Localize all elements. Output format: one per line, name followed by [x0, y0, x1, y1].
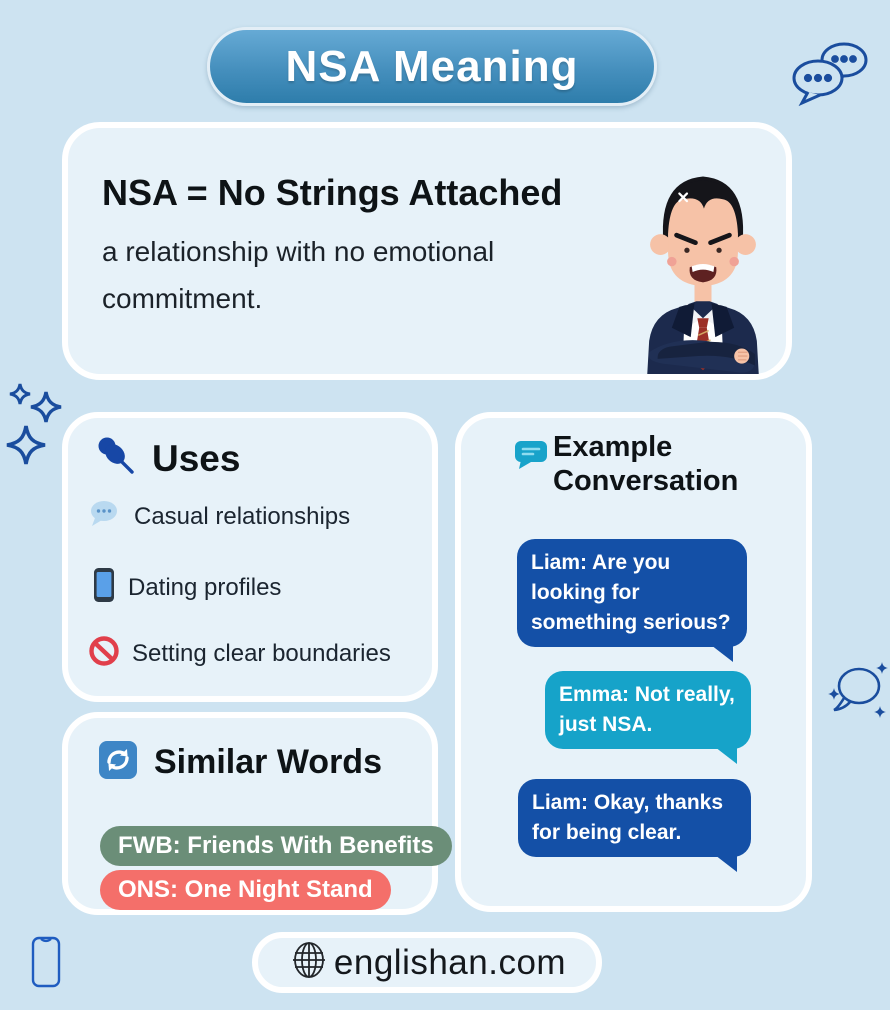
footer-site-pill[interactable]	[252, 932, 602, 993]
pushpin-icon	[94, 434, 138, 483]
uses-card	[62, 412, 438, 702]
use-item-label: Setting clear boundaries	[132, 639, 391, 667]
chat-doodle-icon	[786, 36, 872, 115]
message-bubble-emma: Emma: Not really, just NSA.	[545, 671, 751, 749]
list-item	[88, 635, 391, 672]
similar-words-card	[62, 712, 438, 915]
message-bubble-liam-1: Liam: Are you looking for something serious?	[517, 539, 747, 647]
phone-icon	[92, 567, 116, 608]
chat-message-icon	[513, 438, 549, 475]
definition-title: NSA = No Strings Attached	[102, 172, 563, 213]
speech-bubble-icon	[88, 499, 122, 534]
bubble-doodle-icon	[826, 650, 890, 731]
conversation-title: Example Conversation	[553, 431, 739, 497]
refresh-icon	[98, 740, 138, 785]
page-title: NSA Meaning	[285, 41, 579, 91]
no-entry-icon	[88, 635, 120, 672]
similar-word-pill-fwb: FWB: Friends With Benefits	[100, 826, 452, 866]
globe-icon	[288, 939, 330, 986]
angry-man-illustration	[632, 152, 774, 379]
list-item	[88, 499, 350, 534]
uses-title: Uses	[152, 437, 241, 479]
conversation-card	[455, 412, 812, 912]
similar-word-pill-ons: ONS: One Night Stand	[100, 870, 391, 910]
sparkles-icon	[6, 382, 66, 475]
similar-words-title: Similar Words	[154, 743, 382, 781]
definition-card	[62, 122, 792, 380]
definition-description: a relationship with no emotional commitment.	[102, 236, 495, 314]
use-item-label: Dating profiles	[128, 573, 282, 601]
site-url: englishan.com	[333, 942, 567, 982]
phone-outline-icon	[31, 936, 61, 993]
message-bubble-liam-2: Liam: Okay, thanks for being clear.	[518, 779, 751, 857]
list-item	[88, 567, 281, 608]
header-banner	[207, 27, 657, 106]
use-item-label: Casual relationships	[134, 502, 351, 530]
